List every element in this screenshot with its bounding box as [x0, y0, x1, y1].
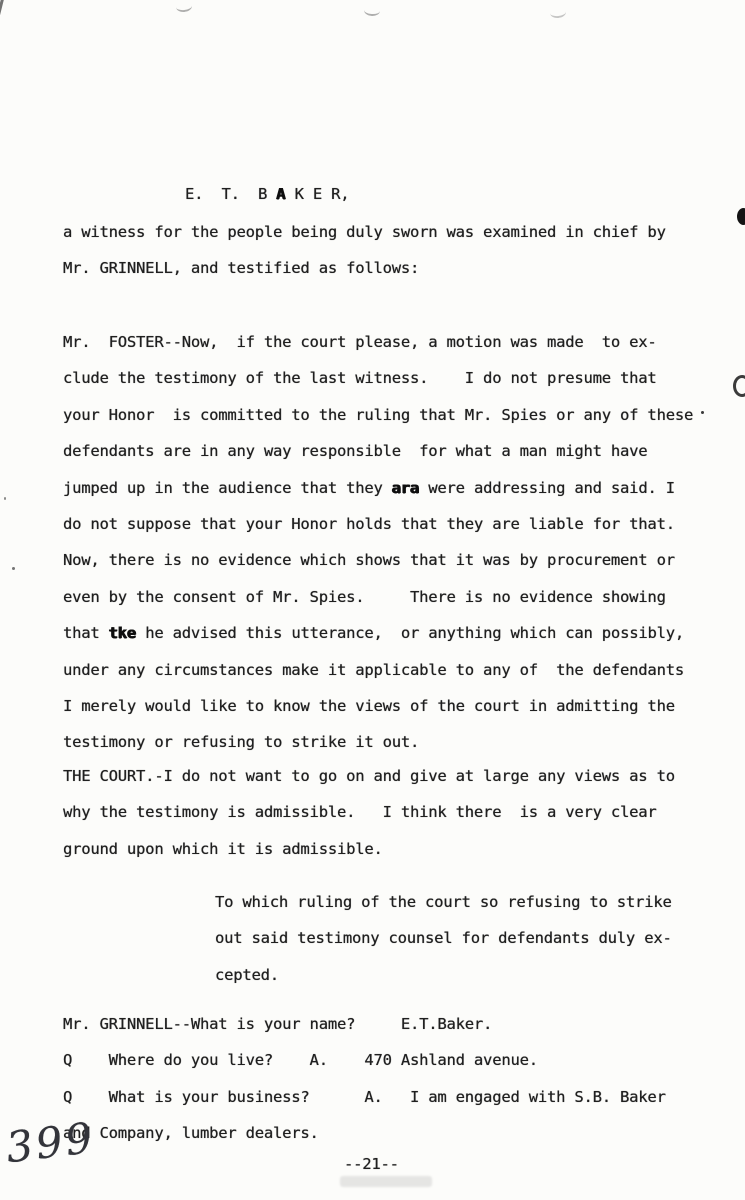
line-text: that	[63, 624, 109, 643]
scan-speck	[12, 567, 15, 570]
scan-smudge	[364, 4, 381, 16]
transcript-line: Mr. FOSTER--Now, if the court please, a motion was made to ex-	[63, 333, 657, 351]
transcript-line: your Honor is committed to the ruling that Mr. Spies or any of these	[63, 405, 694, 424]
transcript-line: cepted.	[215, 965, 279, 984]
heading-text-pre: E. T. B	[185, 185, 277, 203]
transcript-line: ground upon which it is admissible.	[63, 839, 383, 858]
transcript-line: I merely would like to know the views of the court in admitting the	[63, 697, 675, 716]
transcript-line: Mr. GRINNELL--What is your name? E.T.Baker.	[63, 1015, 493, 1033]
transcript-line: even by the consent of Mr. Spies. There is no evidence showing	[63, 587, 666, 606]
transcript-line: defendants are in any way responsible for what a man might have	[63, 442, 648, 461]
swearing-in-paragraph	[63, 214, 666, 287]
line-text: were addressing and said. I	[419, 478, 675, 497]
line-text: he advised this utterance, or anything which can possibly,	[136, 624, 684, 643]
transcript-line: under any circumstances make it applicable to any of the defendants	[63, 660, 684, 679]
transcript-line: Now, there is no evidence which shows that it was by procurement or	[63, 551, 675, 570]
transcript-line: To which ruling of the court so refusing to strike	[215, 893, 672, 911]
overstruck-letter: A	[276, 185, 286, 203]
transcript-line: clude the testimony of the last witness. I do not presume that	[63, 369, 657, 388]
transcript-line: and Company, lumber dealers.	[63, 1124, 319, 1143]
scan-smudge	[175, 0, 192, 13]
transcript-line: THE COURT.-I do not want to go on and give at large any views as to	[63, 767, 675, 785]
foster-statement-paragraph	[63, 324, 693, 761]
scan-corner-mark	[0, 0, 5, 27]
transcript-line	[63, 470, 693, 506]
examination-qa-section	[63, 1006, 666, 1152]
scan-speck	[701, 411, 704, 414]
witness-name-heading	[185, 176, 349, 212]
transcript-line: do not suppose that your Honor holds that they are liable for that.	[63, 515, 675, 534]
ink-blot	[737, 208, 745, 225]
transcript-line: Q Where do you live? A. 470 Ashland avenue.	[63, 1051, 538, 1070]
transcript-line: Q What is your business? A. I am engaged with S.B. Baker	[63, 1087, 666, 1106]
transcript-line	[63, 615, 693, 651]
scan-smudge	[549, 6, 566, 19]
page-number: --21--	[344, 1155, 399, 1173]
transcript-line: a witness for the people being duly sworn was examined in chief by	[63, 223, 666, 241]
ink-blot	[733, 375, 745, 397]
transcript-line: Mr. GRINNELL, and testified as follows:	[63, 259, 420, 278]
line-text: jumped up in the audience that they	[63, 478, 392, 497]
scan-speck	[4, 497, 6, 500]
transcript-line: testimony or refusing to strike it out.	[63, 733, 420, 752]
court-ruling-paragraph	[63, 758, 675, 867]
handwritten-page-number: 399	[3, 1112, 98, 1173]
exception-paragraph	[215, 884, 672, 993]
transcript-line: out said testimony counsel for defendants duly ex-	[215, 929, 672, 948]
transcript-line: why the testimony is admissible. I think there is a very clear	[63, 803, 657, 822]
overstruck-text: tke	[108, 624, 137, 643]
overstruck-text: ara	[391, 478, 420, 497]
heading-text-post: K E R,	[285, 185, 350, 203]
